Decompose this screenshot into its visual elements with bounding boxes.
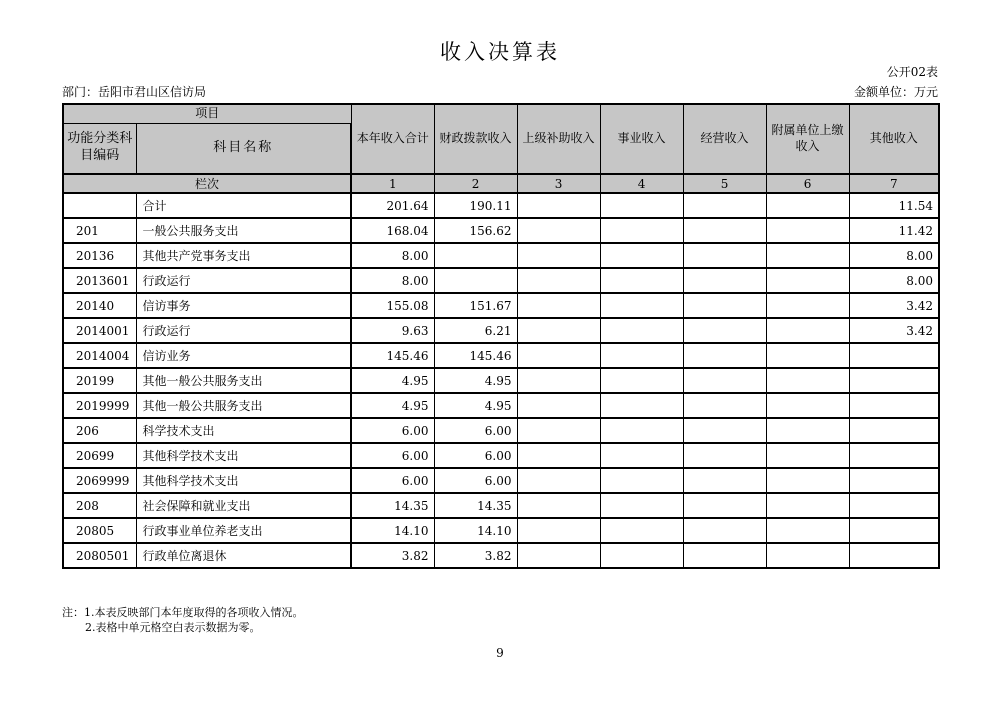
row-subject-name: 社会保障和就业支出 <box>136 493 351 518</box>
cell-fiscal-appropriation-income: 145.46 <box>434 343 517 368</box>
row-subject-name: 行政运行 <box>136 268 351 293</box>
table-row <box>63 218 939 243</box>
row-subject-name: 行政单位离退休 <box>136 543 351 568</box>
row-function-code: 2014001 <box>63 318 136 343</box>
column-index-row <box>63 174 939 193</box>
cell-superior-subsidy-income <box>517 393 600 418</box>
row-subject-name: 其他科学技术支出 <box>136 468 351 493</box>
header-business-income: 经营收入 <box>683 104 766 174</box>
cell-total-income: 6.00 <box>351 418 434 443</box>
header-group-row <box>63 104 939 123</box>
column-index-label: 栏次 <box>63 174 351 193</box>
cell-total-income: 14.35 <box>351 493 434 518</box>
cell-affiliated-unit-income <box>766 218 849 243</box>
table-row <box>63 343 939 368</box>
cell-business-income <box>683 293 766 318</box>
cell-superior-subsidy-income <box>517 318 600 343</box>
cell-affiliated-unit-income <box>766 268 849 293</box>
cell-total-income: 8.00 <box>351 243 434 268</box>
cell-other-income <box>849 543 939 568</box>
row-subject-name: 科学技术支出 <box>136 418 351 443</box>
cell-superior-subsidy-income <box>517 518 600 543</box>
row-subject-name: 其他科学技术支出 <box>136 443 351 468</box>
table-row <box>63 293 939 318</box>
cell-other-income <box>849 443 939 468</box>
row-function-code: 2019999 <box>63 393 136 418</box>
table-row <box>63 368 939 393</box>
cell-total-income: 168.04 <box>351 218 434 243</box>
table-row <box>63 393 939 418</box>
row-function-code: 20140 <box>63 293 136 318</box>
cell-business-income <box>683 243 766 268</box>
cell-fiscal-appropriation-income: 6.00 <box>434 468 517 493</box>
cell-affiliated-unit-income <box>766 243 849 268</box>
page-number: 9 <box>496 646 504 660</box>
cell-fiscal-appropriation-income: 14.10 <box>434 518 517 543</box>
cell-affiliated-unit-income <box>766 543 849 568</box>
row-function-code: 20136 <box>63 243 136 268</box>
cell-total-income: 155.08 <box>351 293 434 318</box>
row-subject-name: 其他一般公共服务支出 <box>136 393 351 418</box>
cell-fiscal-appropriation-income: 14.35 <box>434 493 517 518</box>
cell-affiliated-unit-income <box>766 418 849 443</box>
cell-affiliated-unit-income <box>766 393 849 418</box>
cell-other-income: 3.42 <box>849 293 939 318</box>
cell-fiscal-appropriation-income: 3.82 <box>434 543 517 568</box>
cell-total-income: 6.00 <box>351 443 434 468</box>
row-function-code: 206 <box>63 418 136 443</box>
cell-fiscal-appropriation-income: 156.62 <box>434 218 517 243</box>
table-row <box>63 418 939 443</box>
cell-other-income <box>849 468 939 493</box>
cell-total-income: 9.63 <box>351 318 434 343</box>
cell-other-income <box>849 393 939 418</box>
cell-superior-subsidy-income <box>517 368 600 393</box>
header-project-group: 项目 <box>63 104 351 123</box>
table-row <box>63 518 939 543</box>
cell-business-income <box>683 268 766 293</box>
cell-total-income: 6.00 <box>351 468 434 493</box>
table-row <box>63 543 939 568</box>
table-row <box>63 493 939 518</box>
header-affiliated-unit-income: 附属单位上缴收入 <box>766 104 849 174</box>
cell-operational-income <box>600 193 683 218</box>
cell-fiscal-appropriation-income <box>434 268 517 293</box>
income-final-accounts-table <box>62 103 940 569</box>
cell-operational-income <box>600 343 683 368</box>
cell-affiliated-unit-income <box>766 193 849 218</box>
footnote-1: 注：1.本表反映部门本年度取得的各项收入情况。 <box>62 606 304 619</box>
row-subject-name: 合计 <box>136 193 351 218</box>
cell-business-income <box>683 318 766 343</box>
cell-fiscal-appropriation-income: 151.67 <box>434 293 517 318</box>
cell-operational-income <box>600 368 683 393</box>
table-code-label: 公开02表 <box>886 65 938 79</box>
header-other-income: 其他收入 <box>849 104 939 174</box>
cell-total-income: 4.95 <box>351 368 434 393</box>
cell-other-income: 3.42 <box>849 318 939 343</box>
cell-business-income <box>683 543 766 568</box>
cell-superior-subsidy-income <box>517 243 600 268</box>
cell-total-income: 3.82 <box>351 543 434 568</box>
table-row <box>63 468 939 493</box>
header-superior-subsidy-income: 上级补助收入 <box>517 104 600 174</box>
table-row <box>63 268 939 293</box>
row-function-code <box>63 193 136 218</box>
cell-affiliated-unit-income <box>766 518 849 543</box>
column-index-3: 3 <box>517 174 600 193</box>
row-function-code: 2013601 <box>63 268 136 293</box>
header-total-income: 本年收入合计 <box>351 104 434 174</box>
cell-superior-subsidy-income <box>517 293 600 318</box>
meta-line <box>62 83 938 100</box>
row-function-code: 208 <box>63 493 136 518</box>
row-subject-name: 信访事务 <box>136 293 351 318</box>
cell-business-income <box>683 368 766 393</box>
cell-operational-income <box>600 418 683 443</box>
cell-other-income: 11.54 <box>849 193 939 218</box>
cell-business-income <box>683 443 766 468</box>
row-function-code: 20805 <box>63 518 136 543</box>
row-subject-name: 一般公共服务支出 <box>136 218 351 243</box>
cell-fiscal-appropriation-income <box>434 243 517 268</box>
cell-other-income: 8.00 <box>849 243 939 268</box>
column-index-1: 1 <box>351 174 434 193</box>
column-index-7: 7 <box>849 174 939 193</box>
cell-operational-income <box>600 443 683 468</box>
cell-business-income <box>683 518 766 543</box>
cell-operational-income <box>600 268 683 293</box>
cell-total-income: 4.95 <box>351 393 434 418</box>
cell-affiliated-unit-income <box>766 443 849 468</box>
cell-affiliated-unit-income <box>766 293 849 318</box>
cell-operational-income <box>600 293 683 318</box>
cell-superior-subsidy-income <box>517 418 600 443</box>
cell-superior-subsidy-income <box>517 543 600 568</box>
page-title: 收入决算表 <box>440 40 560 64</box>
cell-fiscal-appropriation-income: 6.00 <box>434 443 517 468</box>
header-function-code: 功能分类科目编码 <box>63 123 136 174</box>
cell-business-income <box>683 418 766 443</box>
header-subject-name: 科目名称 <box>136 123 351 174</box>
cell-operational-income <box>600 243 683 268</box>
cell-fiscal-appropriation-income: 4.95 <box>434 393 517 418</box>
cell-affiliated-unit-income <box>766 368 849 393</box>
row-function-code: 2069999 <box>63 468 136 493</box>
row-function-code: 201 <box>63 218 136 243</box>
row-function-code: 2080501 <box>63 543 136 568</box>
cell-affiliated-unit-income <box>766 468 849 493</box>
cell-superior-subsidy-income <box>517 468 600 493</box>
cell-business-income <box>683 343 766 368</box>
cell-business-income <box>683 468 766 493</box>
table-body <box>63 193 939 568</box>
table-row <box>63 443 939 468</box>
cell-superior-subsidy-income <box>517 218 600 243</box>
cell-total-income: 14.10 <box>351 518 434 543</box>
header-operational-income: 事业收入 <box>600 104 683 174</box>
column-index-6: 6 <box>766 174 849 193</box>
cell-total-income: 145.46 <box>351 343 434 368</box>
row-function-code: 2014004 <box>63 343 136 368</box>
row-function-code: 20699 <box>63 443 136 468</box>
cell-other-income: 11.42 <box>849 218 939 243</box>
footnote-2: 2.表格中单元格空白表示数据为零。 <box>85 621 261 634</box>
header-fiscal-appropriation-income: 财政拨款收入 <box>434 104 517 174</box>
cell-business-income <box>683 393 766 418</box>
cell-superior-subsidy-income <box>517 493 600 518</box>
cell-operational-income <box>600 493 683 518</box>
cell-superior-subsidy-income <box>517 268 600 293</box>
row-subject-name: 其他一般公共服务支出 <box>136 368 351 393</box>
unit-label: 金额单位：万元 <box>853 85 938 99</box>
cell-other-income <box>849 493 939 518</box>
cell-business-income <box>683 493 766 518</box>
cell-total-income: 8.00 <box>351 268 434 293</box>
cell-other-income <box>849 518 939 543</box>
cell-other-income: 8.00 <box>849 268 939 293</box>
cell-superior-subsidy-income <box>517 443 600 468</box>
cell-other-income <box>849 368 939 393</box>
cell-total-income: 201.64 <box>351 193 434 218</box>
cell-operational-income <box>600 543 683 568</box>
cell-business-income <box>683 193 766 218</box>
column-index-2: 2 <box>434 174 517 193</box>
table-row <box>63 193 939 218</box>
row-function-code: 20199 <box>63 368 136 393</box>
cell-affiliated-unit-income <box>766 318 849 343</box>
cell-superior-subsidy-income <box>517 193 600 218</box>
cell-other-income <box>849 418 939 443</box>
cell-operational-income <box>600 518 683 543</box>
cell-superior-subsidy-income <box>517 343 600 368</box>
cell-operational-income <box>600 393 683 418</box>
cell-fiscal-appropriation-income: 6.21 <box>434 318 517 343</box>
row-subject-name: 信访业务 <box>136 343 351 368</box>
cell-operational-income <box>600 468 683 493</box>
cell-other-income <box>849 343 939 368</box>
column-index-5: 5 <box>683 174 766 193</box>
cell-business-income <box>683 218 766 243</box>
cell-operational-income <box>600 318 683 343</box>
cell-fiscal-appropriation-income: 4.95 <box>434 368 517 393</box>
table-row <box>63 318 939 343</box>
cell-affiliated-unit-income <box>766 343 849 368</box>
cell-fiscal-appropriation-income: 190.11 <box>434 193 517 218</box>
footnotes <box>62 605 304 635</box>
row-subject-name: 行政运行 <box>136 318 351 343</box>
row-subject-name: 行政事业单位养老支出 <box>136 518 351 543</box>
department-label: 部门：岳阳市君山区信访局 <box>62 85 207 99</box>
table-row <box>63 243 939 268</box>
cell-operational-income <box>600 218 683 243</box>
cell-affiliated-unit-income <box>766 493 849 518</box>
cell-fiscal-appropriation-income: 6.00 <box>434 418 517 443</box>
row-subject-name: 其他共产党事务支出 <box>136 243 351 268</box>
column-index-4: 4 <box>600 174 683 193</box>
